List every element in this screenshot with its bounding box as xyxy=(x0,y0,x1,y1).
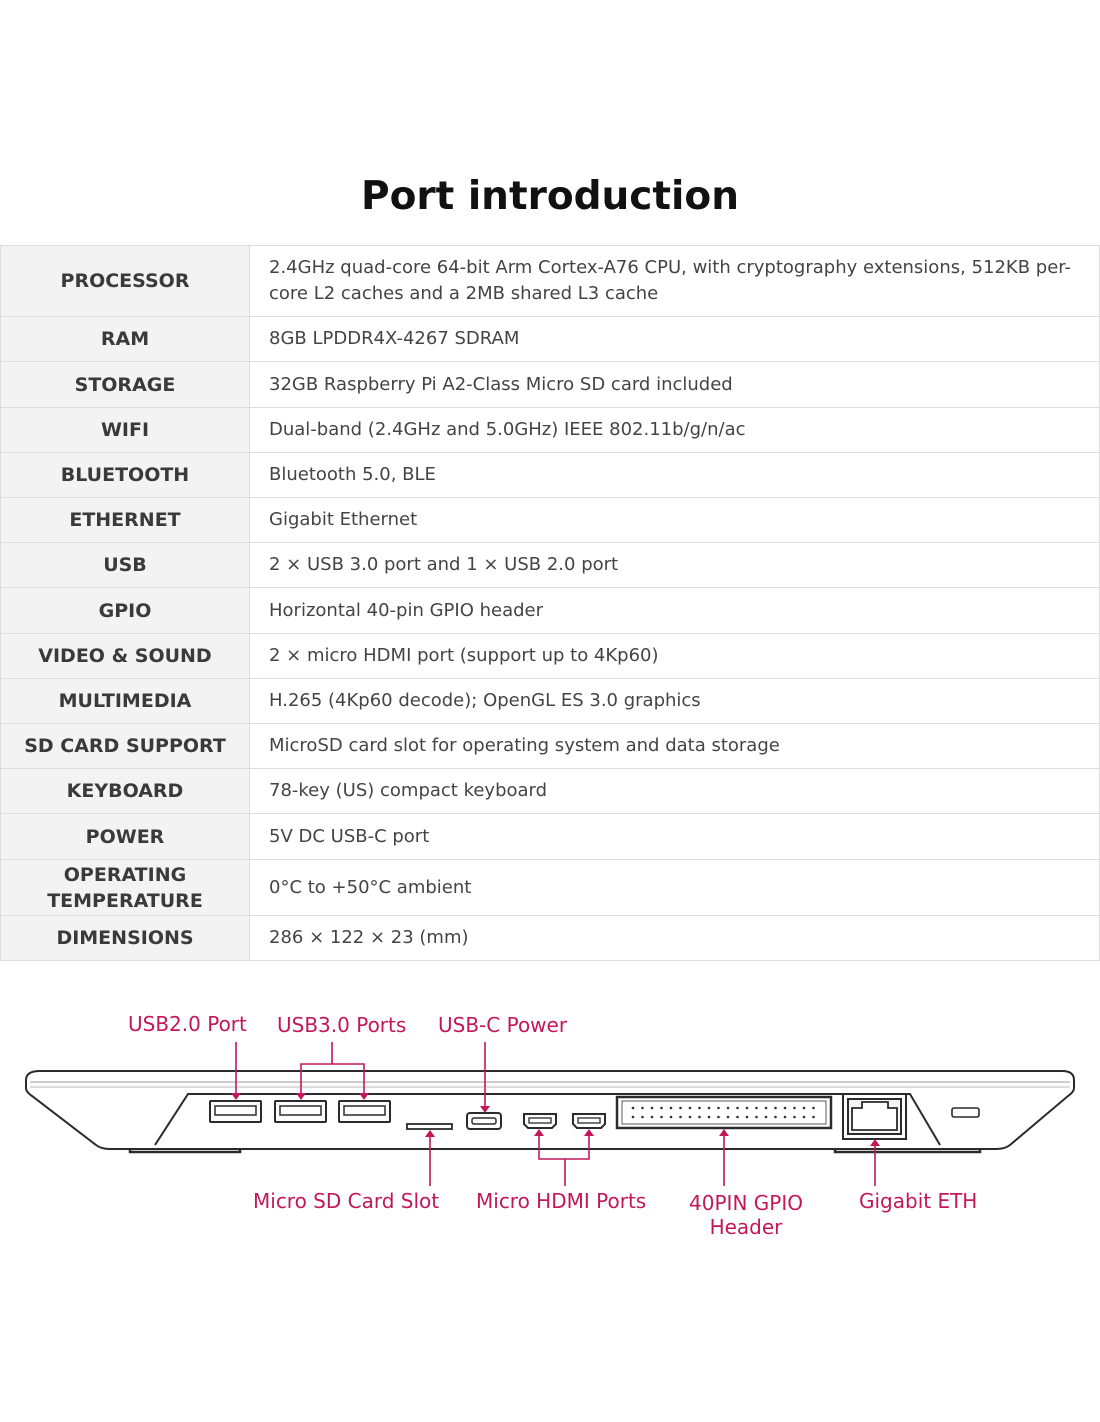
usb2-port-shape xyxy=(210,1101,261,1122)
spec-value: 286 × 122 × 23 (mm) xyxy=(250,916,1100,961)
gpio-pin xyxy=(641,1107,644,1110)
gpio-pin xyxy=(651,1116,654,1119)
spec-label: SD CARD SUPPORT xyxy=(1,724,250,769)
spec-table xyxy=(0,245,1100,961)
gpio-pin xyxy=(736,1116,739,1119)
port-diagram xyxy=(0,980,1100,1260)
gpio-pin xyxy=(746,1107,749,1110)
gpio-pin xyxy=(727,1116,730,1119)
callout-hdmi: Micro HDMI Ports xyxy=(476,1189,647,1213)
ethernet-port-shape xyxy=(843,1094,906,1139)
gpio-pin xyxy=(812,1116,815,1119)
callout-usbc: USB-C Power xyxy=(438,1013,568,1037)
gpio-pin xyxy=(765,1116,768,1119)
spec-value: 2 × USB 3.0 port and 1 × USB 2.0 port xyxy=(250,543,1100,588)
gpio-pin xyxy=(793,1107,796,1110)
gpio-pin xyxy=(717,1107,720,1110)
gpio-pin xyxy=(717,1116,720,1119)
gpio-pin xyxy=(641,1116,644,1119)
spec-label: POWER xyxy=(1,814,250,860)
gpio-pin xyxy=(708,1107,711,1110)
callout-gpio-line2: Header xyxy=(709,1215,783,1239)
spec-value: H.265 (4Kp60 decode); OpenGL ES 3.0 graphics xyxy=(250,679,1100,724)
spec-value: MicroSD card slot for operating system and data storage xyxy=(250,724,1100,769)
callout-eth: Gigabit ETH xyxy=(859,1189,978,1213)
callout-usb3: USB3.0 Ports xyxy=(277,1013,407,1037)
gpio-pin xyxy=(660,1107,663,1110)
gpio-pin xyxy=(736,1107,739,1110)
table-row xyxy=(1,814,1100,860)
table-row xyxy=(1,634,1100,679)
usb3-port-shape-1 xyxy=(275,1101,326,1122)
spec-value: 78-key (US) compact keyboard xyxy=(250,769,1100,814)
spec-label: RAM xyxy=(1,317,250,362)
table-row xyxy=(1,317,1100,362)
spec-label: PROCESSOR xyxy=(1,246,250,317)
table-row xyxy=(1,588,1100,634)
gpio-pin xyxy=(689,1107,692,1110)
spec-label: MULTIMEDIA xyxy=(1,679,250,724)
table-row xyxy=(1,916,1100,961)
gpio-pin xyxy=(708,1116,711,1119)
table-row xyxy=(1,769,1100,814)
table-row xyxy=(1,246,1100,317)
spec-value: 5V DC USB-C port xyxy=(250,814,1100,860)
table-row xyxy=(1,860,1100,916)
table-row xyxy=(1,408,1100,453)
sd-slot-shape xyxy=(407,1124,452,1129)
spec-label: KEYBOARD xyxy=(1,769,250,814)
table-row xyxy=(1,362,1100,408)
gpio-pin xyxy=(784,1116,787,1119)
spec-value: Horizontal 40-pin GPIO header xyxy=(250,588,1100,634)
spec-value: 0°C to +50°C ambient xyxy=(250,860,1100,916)
gpio-header-shape xyxy=(617,1097,831,1128)
spec-label: DIMENSIONS xyxy=(1,916,250,961)
spec-value: Bluetooth 5.0, BLE xyxy=(250,453,1100,498)
spec-label: ETHERNET xyxy=(1,498,250,543)
gpio-pin xyxy=(727,1107,730,1110)
hdmi-port-shape-1 xyxy=(524,1114,556,1128)
table-row xyxy=(1,679,1100,724)
spec-value: Gigabit Ethernet xyxy=(250,498,1100,543)
spec-label: BLUETOOTH xyxy=(1,453,250,498)
gpio-pin xyxy=(651,1107,654,1110)
spec-value: 32GB Raspberry Pi A2-Class Micro SD card included xyxy=(250,362,1100,408)
gpio-pin xyxy=(812,1107,815,1110)
callout-usb2: USB2.0 Port xyxy=(128,1012,247,1036)
table-row xyxy=(1,543,1100,588)
spec-label: VIDEO & SOUND xyxy=(1,634,250,679)
usbc-port-shape xyxy=(467,1113,501,1129)
table-row xyxy=(1,498,1100,543)
spec-label: STORAGE xyxy=(1,362,250,408)
spec-value: 8GB LPDDR4X-4267 SDRAM xyxy=(250,317,1100,362)
callout-gpio-line1: 40PIN GPIO xyxy=(689,1191,803,1215)
gpio-pin xyxy=(698,1107,701,1110)
gpio-pin xyxy=(689,1116,692,1119)
usb3-port-shape-2 xyxy=(339,1101,390,1122)
gpio-pin xyxy=(698,1116,701,1119)
table-row xyxy=(1,724,1100,769)
gpio-pin xyxy=(774,1116,777,1119)
gpio-pin xyxy=(679,1107,682,1110)
spec-value: 2.4GHz quad-core 64-bit Arm Cortex-A76 CPU, with cryptography extensions, 512KB per-core L2 caches and a 2MB shared L3 cache xyxy=(250,246,1100,317)
gpio-pin xyxy=(784,1107,787,1110)
spec-value: Dual-band (2.4GHz and 5.0GHz) IEEE 802.11b/g/n/ac xyxy=(250,408,1100,453)
gpio-pin xyxy=(765,1107,768,1110)
gpio-pin xyxy=(679,1116,682,1119)
page-title: Port introduction xyxy=(360,174,739,219)
gpio-pin xyxy=(670,1107,673,1110)
gpio-pin xyxy=(660,1116,663,1119)
spec-value: 2 × micro HDMI port (support up to 4Kp60) xyxy=(250,634,1100,679)
gpio-pin xyxy=(746,1116,749,1119)
device-side-view xyxy=(26,1071,1074,1152)
indicator-slot-shape xyxy=(952,1108,979,1117)
gpio-pin xyxy=(755,1107,758,1110)
gpio-pin xyxy=(793,1116,796,1119)
gpio-pin xyxy=(632,1107,635,1110)
gpio-pin xyxy=(755,1116,758,1119)
spec-label: USB xyxy=(1,543,250,588)
gpio-pin xyxy=(803,1116,806,1119)
spec-label: OPERATING TEMPERATURE xyxy=(1,860,250,916)
gpio-pin xyxy=(774,1107,777,1110)
spec-label: GPIO xyxy=(1,588,250,634)
hdmi-port-shape-2 xyxy=(573,1114,605,1128)
gpio-pin xyxy=(632,1116,635,1119)
gpio-pin xyxy=(670,1116,673,1119)
gpio-pin xyxy=(803,1107,806,1110)
spec-label: WIFI xyxy=(1,408,250,453)
table-row xyxy=(1,453,1100,498)
callout-sd: Micro SD Card Slot xyxy=(253,1189,440,1213)
